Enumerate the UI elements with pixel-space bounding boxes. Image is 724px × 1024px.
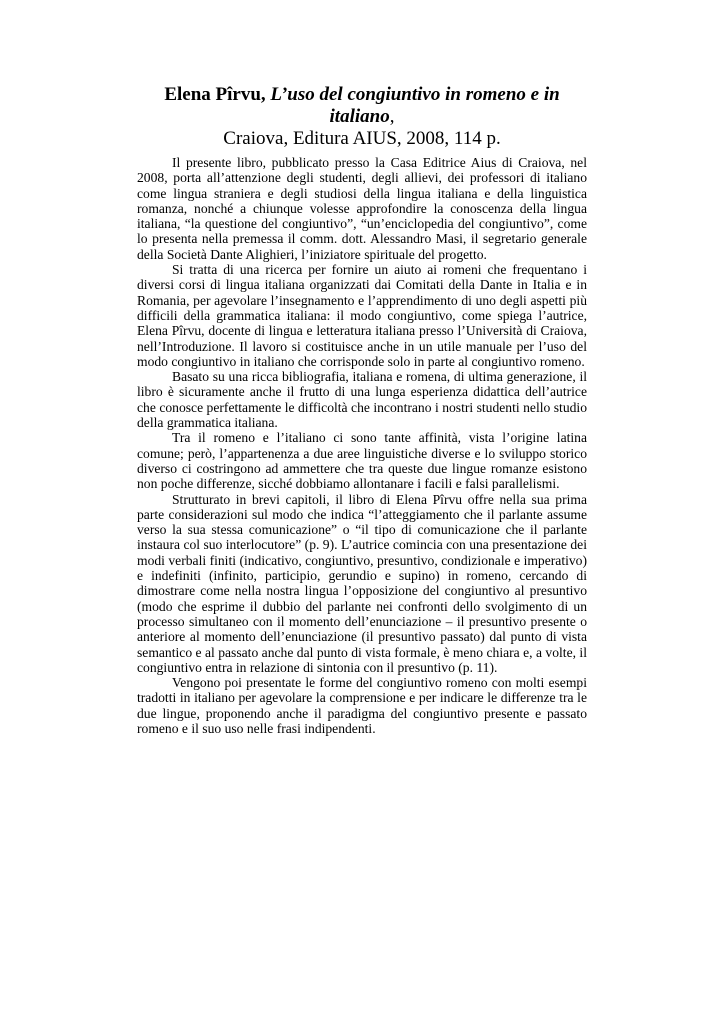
publication-info: Craiova, Editura AIUS, 2008, 114 p. <box>223 128 501 149</box>
review-heading <box>137 84 587 150</box>
author-name: Elena Pîrvu, <box>164 84 266 105</box>
title-line <box>137 84 587 128</box>
book-title: L’uso del congiuntivo in romeno e in italiano <box>270 84 560 127</box>
paragraph-5: Strutturato in brevi capitoli, il libro di Elena Pîrvu offre nella sua prima parte considerazioni sul modo che indica “l’atteggiamento che il parlante assume verso la sua stessa comunicazione” o “il tipo di comunicazione che il parlante instaura col suo interlocutore” (p. 9). L’autrice comincia con una presentazione dei modi verbali finiti (indicativo, congiuntivo, presuntivo, condizionale e imperativo) e indefiniti (infinito, participio, gerundio e supino) in romeno, cercando di dimostrare come nella nostra lingua l’opposizione del congiuntivo al presuntivo (modo che esprime il dubbio del parlante nei confronti dello svolgimento di un processo simultaneo con il momento dell’enunciazione – il presuntivo presente o anteriore al momento dell’enunciazione (il presuntivo passato) dal punto di vista semantico e al passato anche dal punto di vista formale, è meno chiara e, a volte, il congiuntivo entra in relazione di sintonia con il presuntivo (p. 11). <box>137 491 587 675</box>
paragraph-6: Vengono poi presentate le forme del congiuntivo romeno con molti esempi tradotti in italiano per agevolare la comprensione e per indicare le differenze tra le due lingue, proponendo anche il paradigma del congiuntivo presente e passato romeno e il suo uso nelle frasi indipendenti. <box>137 675 587 736</box>
paragraph-4: Tra il romeno e l’italiano ci sono tante affinità, vista l’origine latina comune; però, l’appartenenza a due aree linguistiche diverse e lo sviluppo storico diverso ci costringono ad ammettere che tra queste due lingue romanze esistono non poche differenze, sicché dobbiamo allontanare i facili e falsi parallelismi. <box>137 430 587 492</box>
paragraph-3: Basato su una ricca bibliografia, italiana e romena, di ultima generazione, il libro è sicuramente anche il frutto di una lunga esperienza didattica dell’autrice che conosce perfettamente le difficoltà che incontrano i nostri studenti nello studio della grammatica italiana. <box>137 369 587 431</box>
paragraph-1: Il presente libro, pubblicato presso la Casa Editrice Aius di Craiova, nel 2008, porta all’attenzione degli studenti, degli allievi, dei professori di italiano come lingua straniera e degli studiosi della lingua italiana e della linguistica romanza, nonché a chiunque volesse approfondire la conoscenza della lingua italiana, “la questione del congiuntivo”, “un’enciclopedia del congiuntivo”, come lo presenta nella premessa il comm. dott. Alessandro Masi, il segretario generale della Società Dante Alighieri, l’iniziatore spirituale del progetto. <box>137 155 587 262</box>
review-body <box>137 155 587 736</box>
paragraph-2: Si tratta di una ricerca per fornire un aiuto ai romeni che frequentano i diversi corsi di lingua italiana organizzati dai Comitati della Dante in Italia e in Romania, per agevolare l’insegnamento e l’apprendimento di uno degli aspetti più difficili della grammatica italiana: il modo congiuntivo, come spiega l’autrice, Elena Pîrvu, docente di lingua e letteratura italiana presso l’Università di Craiova, nell’Introduzione. Il lavoro si costituisce anche in un utile manuale per l’uso del modo congiuntivo in italiano che corrisponde solo in parte al congiuntivo romeno. <box>137 262 587 369</box>
title-comma: , <box>389 106 395 127</box>
